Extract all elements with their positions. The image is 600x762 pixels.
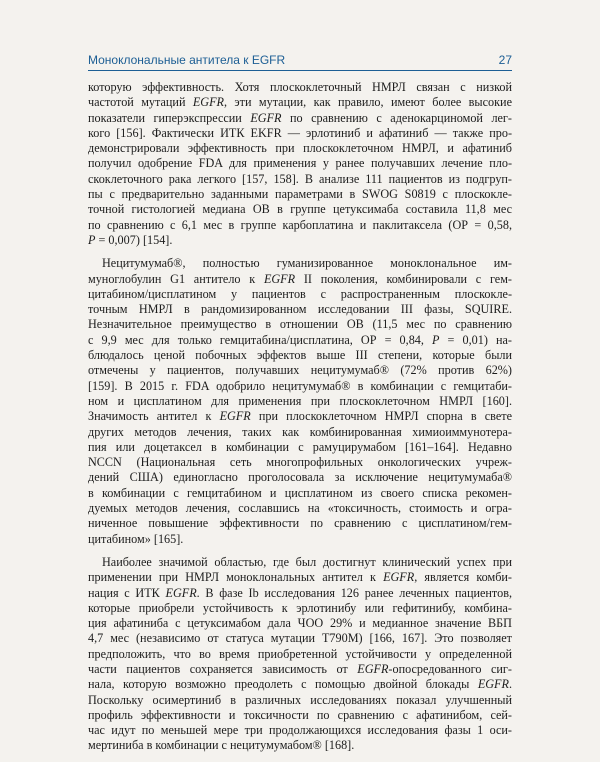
text-line: которые приобрели устойчивость к эрлотинибу или гефитинибу, комбина-	[88, 600, 512, 615]
running-header-title: Моноклональные антитела к EGFR	[88, 53, 286, 67]
text-line: мертиниба в комбинации с нецитумумабом® [168].	[88, 738, 355, 753]
text-line: по сравнению с 6,1 мес в группе карбоплатина и паклитаксела (ОР = 0,58,	[88, 217, 512, 232]
text-line: Незначительное преимущество в отношении ОВ (11,5 мес по сравнению	[88, 317, 512, 332]
text-line: отмечены у пациентов, получавших нецитумумаб® (72% против 62%)	[88, 363, 512, 378]
text-line: NCCN (Национальная сеть многопрофильных онкологических учреж-	[88, 455, 512, 470]
text-line: кого [156]. Фактически ИТК EKFR — эрлотиниб и афатиниб — также про-	[88, 125, 512, 140]
text-line: части пациентов сохраняется зависимость от EGFR-опосредованного сиг-	[88, 661, 512, 676]
text-line: пия или доцетаксел в комбинации с рамуцирумабом [161–164]. Недавно	[88, 439, 512, 454]
header-rule	[88, 70, 512, 71]
body-text	[88, 80, 512, 762]
text-line: в комбинации с гемцитабином и цисплатином из своего списка рекомен-	[88, 485, 512, 500]
text-line: ном и цисплатином для применения при плоскоклеточном НМРЛ [160].	[88, 393, 512, 408]
text-line: Поскольку осимертиниб в различных исследованиях показал улучшенный	[88, 692, 512, 707]
running-header	[88, 53, 512, 67]
text-line: час идут по меньшей мере три продолжающихся исследования фазы 1 оси-	[88, 723, 512, 738]
text-line: профиль эффективности и токсичности по сравнению с афатинибом, сей-	[88, 707, 512, 722]
text-line: предположить, что во время приобретенной устойчивости у определенной	[88, 646, 512, 661]
text-line: ция афатиниба с цетуксимабом дала ЧОО 29% и медианное значение ВБП	[88, 616, 512, 631]
text-line: Наиболее значимой областью, где был достигнут клинический успех при	[102, 554, 512, 569]
text-line: скоклеточного рака легкого [157, 158]. В анализе 111 пациентов из подгруп-	[88, 171, 512, 186]
text-line: которую эффективность. Хотя плоскоклеточный НМРЛ связан с низкой	[88, 80, 512, 94]
text-line: нала, которую возможно преодолеть с помощью двойной блокады EGFR.	[88, 677, 512, 692]
text-line: блюдалось ценой побочных эффектов выше III степени, которые были	[88, 348, 512, 363]
text-line: получил одобрение FDA для применения у ранее получавших лечение пло-	[88, 156, 512, 171]
text-line: ниченное повышение эффективности по сравнению с цисплатином/гем-	[88, 516, 512, 531]
text-line: Значимость антител к EGFR при плоскоклеточном НМРЛ спорна в свете	[88, 409, 512, 424]
text-line: других методов лечения, таких как комбинированная химиоиммунотера-	[88, 424, 512, 439]
text-line: [159]. В 2015 г. FDA одобрило нецитумумаб® в комбинации с гемцитаби-	[88, 378, 512, 393]
text-line: муноглобулин G1 антитело к EGFR II поколения, комбинировали с гем-	[88, 271, 512, 286]
text-line: применении при НМРЛ моноклональных антител к EGFR, является комби-	[88, 570, 512, 585]
text-line: P = 0,007) [154].	[88, 232, 173, 247]
paragraph	[88, 80, 512, 248]
text-line: точным НМРЛ в рандомизированном исследовании III фазы, SQUIRE.	[88, 302, 512, 317]
text-line: дуемых методов лечения, сославшись на «токсичность, стоимость и огра-	[88, 501, 512, 516]
text-line: точной гистологией медиана ОВ в группе цетуксимаба составила 11,8 мес	[88, 202, 512, 217]
text-line: демонстрировали эффективность при плоскоклеточном НМРЛ, и афатиниб	[88, 141, 512, 156]
text-line: пы с предварительно заданными параметрами в SWOG S0819 с плоскокле-	[88, 187, 512, 202]
text-line: цитабином» [165].	[88, 531, 184, 546]
text-line: частотой мутаций EGFR, эти мутации, как правило, имеют более высокие	[88, 95, 512, 110]
text-line: Нецитумумаб®, полностью гуманизированное моноклональное им-	[102, 256, 512, 271]
text-line: цитабином/цисплатином у пациентов с распространенным плоскокле-	[88, 286, 512, 301]
text-line: нация с ИТК EGFR. В фазе Ib исследования 126 ранее леченных пациентов,	[88, 585, 512, 600]
text-line: показатели гиперэкспрессии EGFR по сравнению с аденокарциномой лег-	[88, 110, 512, 125]
page-number: 27	[498, 53, 512, 67]
text-line: с 9,9 мес для только гемцитабина/цисплатина, ОР = 0,84, P = 0,01) на-	[88, 332, 512, 347]
paragraph	[88, 256, 512, 547]
text-line: дений США) единогласно проголосовала за исключение нецитумумаба®	[88, 470, 512, 485]
text-line: 4,7 мес (независимо от статуса мутации T790M) [166, 167]. Это позволяет	[88, 631, 512, 646]
paragraph	[88, 555, 512, 754]
